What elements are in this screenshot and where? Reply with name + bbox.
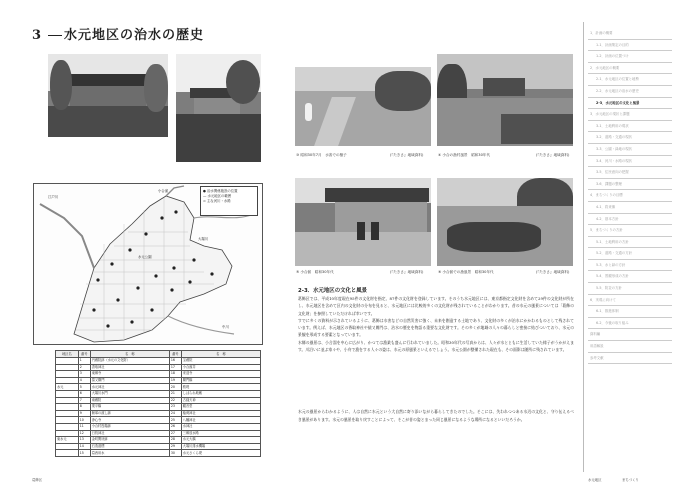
table-cell: 稲荷神社 xyxy=(181,410,260,417)
legend-item-2: — 水元地区の範囲 xyxy=(203,194,232,198)
photo-5-source: (『たきさ』地域資料) xyxy=(390,270,424,274)
paragraph-2: すでに多くの資料が示されているように、葛飾は水害などの自然災害に強く、未来を創造する土地であり、文化財の多くが治水にかかわるものとして残されています。例えば、水元地区の香取神社や猿又閘門は、治水の歴史を物語る重要な文化財です。その多くが地域の人々の暮らしと密接に結びついており、水元の景観を形成する要素となっています。 xyxy=(298,317,574,338)
col-number-2: 番号 xyxy=(169,351,181,358)
photo-5-caption: ⑤ 小合溜 昭和30年代 xyxy=(296,270,334,274)
table-cell: 8 xyxy=(78,404,90,411)
table-cell: 11 xyxy=(78,423,90,430)
sidebar-item[interactable]: 1-2．計画の位置づけ xyxy=(588,51,672,63)
sidebar-item[interactable]: 3-1．土地利用の現状 xyxy=(588,121,672,133)
sidebar-toc xyxy=(588,28,672,364)
table-cell: 18 xyxy=(169,371,181,378)
table-cell: 業平橋 xyxy=(90,404,169,411)
table-cell: 17 xyxy=(169,364,181,371)
table-cell: 1 xyxy=(78,358,90,365)
table-row xyxy=(56,384,261,391)
table-cell: 7 xyxy=(78,397,90,404)
photo-4-caption: ④ 小合の漁村風景 昭和30年代 xyxy=(438,153,491,157)
table-cell: 飯塚の渡し跡 xyxy=(90,410,169,417)
table-cell xyxy=(56,371,79,378)
table-cell xyxy=(56,410,79,417)
sidebar-divider xyxy=(583,22,584,472)
table-row xyxy=(56,397,261,404)
photo-6-source: (『たきさ』地域資料) xyxy=(536,270,570,274)
table-cell xyxy=(56,450,79,457)
table-cell xyxy=(56,377,79,384)
sidebar-item[interactable]: 2-3．水元地区の文化と風景 xyxy=(588,98,672,110)
map-label-park: 水元公園 xyxy=(138,255,152,259)
table-cell: 古録天神 xyxy=(181,397,260,404)
table-cell: 26 xyxy=(169,423,181,430)
table-cell: 葛西用水 xyxy=(90,450,169,457)
sidebar-item[interactable]: 5-5．防災の方針 xyxy=(588,283,672,295)
map-label-nakagawa: 中川 xyxy=(222,325,229,329)
sidebar-item[interactable]: 用語解説 xyxy=(588,341,672,353)
table-row xyxy=(56,390,261,397)
table-cell: 観音堂 xyxy=(181,404,260,411)
table-cell: 27 xyxy=(169,430,181,437)
photo-odamari xyxy=(295,178,431,266)
table-cell: 25 xyxy=(169,417,181,424)
col-name: 名 称 xyxy=(90,351,169,358)
map-label-edogawa: 江戸川 xyxy=(48,195,59,199)
table-cell: 20 xyxy=(169,384,181,391)
table-cell: 石造道標 xyxy=(90,443,169,450)
sidebar-item[interactable]: 6-2．今後の取り組み xyxy=(588,318,672,330)
table-cell xyxy=(56,397,79,404)
sidebar-item[interactable]: 2．水元地区の概要 xyxy=(588,63,672,75)
table-cell xyxy=(56,423,79,430)
footer-right-1: 水元地区 xyxy=(588,478,602,482)
table-cell: 浄心寺 xyxy=(90,417,169,424)
table-cell: 金町関所跡 xyxy=(90,437,169,444)
table-cell: 桜堤 xyxy=(181,384,260,391)
cultural-assets-table xyxy=(55,350,261,457)
photo-flood xyxy=(295,67,431,146)
table-cell: 東郷寺 xyxy=(90,371,169,378)
page-title xyxy=(32,24,204,43)
table-cell: 19 xyxy=(169,377,181,384)
table-cell: 12 xyxy=(78,430,90,437)
table-row xyxy=(56,371,261,378)
table-row xyxy=(56,437,261,444)
table-cell xyxy=(56,430,79,437)
title-rule xyxy=(48,35,62,36)
table-cell: 水元神社 xyxy=(90,384,169,391)
paragraph-3: 水郷の風景は、小合溜を中心に広がり、かつては漁業も盛んに行われていました。昭和30年代の写真からは、人々が水とともに生活していた様子がうかがえます。川沿いに並ぶ家々や、小舟で漁をする人々の姿は、水元の原風景といえるでしょう。水元公園が整備された現在も、その面影は随所に残されています。 xyxy=(298,339,574,353)
table-cell: 小合溜井 xyxy=(181,364,260,371)
sidebar-item[interactable]: 4．まちづくりの目標 xyxy=(588,190,672,202)
sidebar-item[interactable]: 5．まちづくりの方針 xyxy=(588,225,672,237)
sidebar-item[interactable]: 4-2．基本方針 xyxy=(588,214,672,226)
table-cell: しばられ地蔵 xyxy=(181,390,260,397)
section-heading: 2-3．水元地区の文化と風景 xyxy=(298,288,368,294)
table-row xyxy=(56,377,261,384)
photo-3-source: (『たきさ』地域資料) xyxy=(390,153,424,157)
table-cell: 日枝神社 xyxy=(90,430,169,437)
table-cell: 大場川水門 xyxy=(90,390,169,397)
table-cell: 水元大橋 xyxy=(181,437,260,444)
sidebar-item[interactable]: 資料編 xyxy=(588,329,672,341)
photo-old-house xyxy=(48,54,168,137)
table-cell: 宝蔵院 xyxy=(181,358,260,365)
table-cell: 14 xyxy=(78,443,90,450)
sidebar-item[interactable]: 5-2．道路・交通の方針 xyxy=(588,248,672,260)
table-cell xyxy=(56,417,79,424)
legend-item-1: ● 治水関係施設の位置 xyxy=(203,189,238,193)
table-cell: 21 xyxy=(169,390,181,397)
table-cell: 八幡神社 xyxy=(181,417,260,424)
sidebar-item[interactable]: 2-2．水元地区の治水の歴史 xyxy=(588,86,672,98)
col-number: 番号 xyxy=(78,351,90,358)
table-row xyxy=(56,404,261,411)
section-number: 3 xyxy=(32,28,43,43)
table-row xyxy=(56,364,261,371)
photo-farmhouse xyxy=(176,54,261,162)
table-cell: 小合村役場跡 xyxy=(90,423,169,430)
table-row xyxy=(56,410,261,417)
table-cell: 10 xyxy=(78,417,90,424)
table-cell xyxy=(56,390,79,397)
footer-left: 葛飾区 xyxy=(32,478,43,482)
table-cell: 5 xyxy=(78,384,90,391)
table-header-row xyxy=(56,351,261,358)
table-cell: 6 xyxy=(78,390,90,397)
sidebar-item[interactable]: 1-1．計画策定の目的 xyxy=(588,40,672,52)
sidebar-item[interactable]: 3-5．住民意向の把握 xyxy=(588,167,672,179)
table-row xyxy=(56,358,261,365)
table-cell xyxy=(56,364,79,371)
table-row xyxy=(56,430,261,437)
sidebar-item[interactable]: 6．実現に向けて xyxy=(588,295,672,307)
sidebar-item[interactable]: 3-6．課題の整理 xyxy=(588,179,672,191)
table-cell: 23 xyxy=(169,404,181,411)
legend-item-3: ≈ 主な河川・水路 xyxy=(203,199,231,203)
table-cell: 2 xyxy=(78,364,90,371)
table-cell xyxy=(56,404,79,411)
paragraph-4: 水元の風景からわかるように、人は自然に水元という大自然に寄り添いながら暮らしてきたのでした。そこには、失われつつある水辺の文化と、守り伝えるべき風景があります。水元の風景を取り戻すことによって、そこが昔の姿とまった同じ風景になるような場所になるといいだろうか。 xyxy=(298,409,574,422)
sidebar-item[interactable]: 5-3．水と緑の方針 xyxy=(588,260,672,272)
photo-6-caption: ⑥ 小合溜での漁風景 昭和30年代 xyxy=(438,270,494,274)
sidebar-item[interactable]: 4-1．将来像 xyxy=(588,202,672,214)
sidebar-item[interactable]: 6-1．推進体制 xyxy=(588,306,672,318)
section-title: 水元地区の治水の歴史 xyxy=(64,28,205,43)
photo-fishing-village xyxy=(437,54,573,146)
table-cell: 30 xyxy=(169,450,181,457)
table-cell: 4 xyxy=(78,377,90,384)
table-cell: 15 xyxy=(78,450,90,457)
map-label-odamari: 小合溜 xyxy=(158,189,169,193)
table-row xyxy=(56,417,261,424)
table-cell: 22 xyxy=(169,397,181,404)
table-cell: 三郷放水路 xyxy=(181,430,260,437)
table-cell: 13 xyxy=(78,437,90,444)
table-cell: 水元 xyxy=(56,384,79,391)
table-cell: 9 xyxy=(78,410,90,417)
col-district: 地区名 xyxy=(56,351,79,358)
table-cell: 南蔵院 xyxy=(90,397,169,404)
col-name-2: 名 称 xyxy=(181,351,260,358)
table-cell: 東水元 xyxy=(56,437,79,444)
table-row xyxy=(56,443,261,450)
table-cell xyxy=(56,443,79,450)
table-cell: 29 xyxy=(169,443,181,450)
sidebar-item[interactable]: 5-4．景観形成の方針 xyxy=(588,271,672,283)
sidebar-item[interactable]: 3-3．公園・緑地の現状 xyxy=(588,144,672,156)
table-cell: 28 xyxy=(169,437,181,444)
sidebar-item[interactable]: 参考文献 xyxy=(588,353,672,365)
photo-4-source: (『たきさ』地域資料) xyxy=(536,153,570,157)
sidebar-item[interactable]: 3-4．河川・水路の現状 xyxy=(588,156,672,168)
table-cell: 24 xyxy=(169,410,181,417)
table-row xyxy=(56,450,261,457)
sidebar-item[interactable]: 5-1．土地利用の方針 xyxy=(588,237,672,249)
photo-3-caption: ③ 昭和30年7月 水害での様子 xyxy=(296,153,347,157)
table-row xyxy=(56,423,261,430)
table-cell: 水神社 xyxy=(181,423,260,430)
table-cell: 円蔵院跡（水元の文化財） xyxy=(90,358,169,365)
sidebar-item[interactable]: 2-1．水元地区の位置と地勢 xyxy=(588,74,672,86)
table-cell xyxy=(56,358,79,365)
paragraph-1: 葛飾区では、平成10年度現在95件の文化財を指定、87件の文化財を登録しています。そのうち水元地区には、東京都指定文化財を含めて29件の文化財が所在し、水元地区を含めて区内の文化財の分布を見ると、水元地区には比較的多くの文化財が残されていることがわかります。昔の水元の風景については「葛飾の文化財」を参照していただければ幸いです。 xyxy=(298,296,574,316)
table-cell: 3 xyxy=(78,371,90,378)
table-cell: 水元さくら堤 xyxy=(181,450,260,457)
table-cell: 香取神社 xyxy=(90,364,169,371)
sidebar-item[interactable]: 1．計画の概要 xyxy=(588,28,672,40)
sidebar-item[interactable]: 3-2．道路・交通の現状 xyxy=(588,132,672,144)
table-cell: 猿又閘門 xyxy=(90,377,169,384)
sidebar-item[interactable]: 3．水元地区の現状と課題 xyxy=(588,109,672,121)
table-cell: 大場川排水機場 xyxy=(181,443,260,450)
photo-fishing-scene xyxy=(437,178,573,266)
table-cell: 来迎寺 xyxy=(181,371,260,378)
body-text xyxy=(298,295,574,423)
table-cell: 16 xyxy=(169,358,181,365)
map-legend xyxy=(200,186,258,216)
table-cell: 閘門橋 xyxy=(181,377,260,384)
map-label-obagawa: 大場川 xyxy=(198,237,209,241)
footer-right-2: まちづくり xyxy=(622,478,639,482)
